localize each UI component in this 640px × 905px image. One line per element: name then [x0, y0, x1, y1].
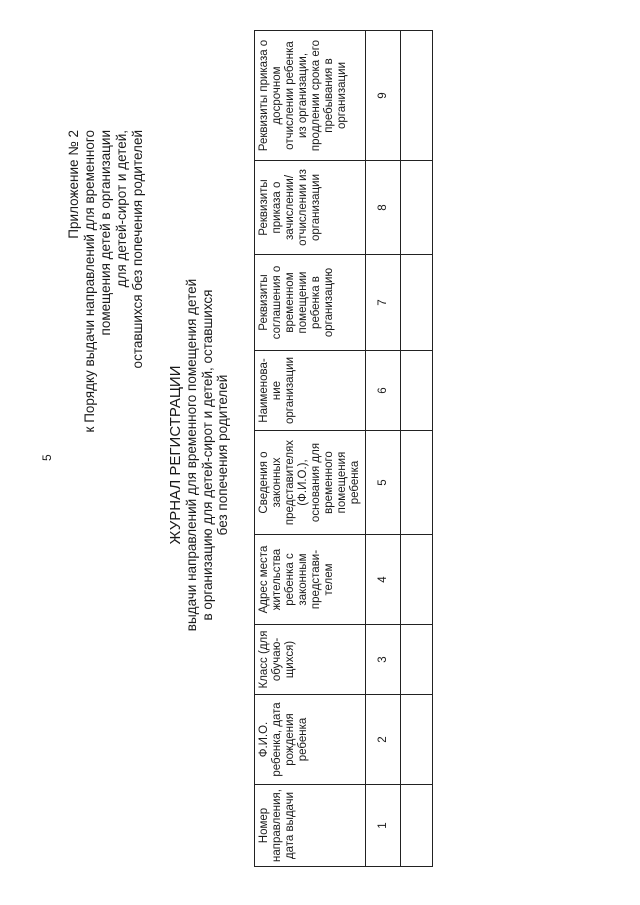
journal-subtitle-line: выдачи направлений для временного помещения детей [184, 278, 199, 632]
header-cell: Класс (для обучаю-щихся) [255, 625, 366, 695]
empty-cell [401, 535, 433, 625]
empty-cell [401, 31, 433, 161]
number-cell: 9 [366, 31, 401, 161]
empty-cell [401, 161, 433, 255]
number-cell: 6 [366, 351, 401, 431]
journal-subtitle [184, 155, 231, 755]
number-cell: 7 [366, 255, 401, 351]
empty-cell [401, 695, 433, 785]
empty-cell [401, 431, 433, 535]
table-header-row [255, 31, 366, 867]
empty-cell [401, 785, 433, 867]
table-empty-row [401, 31, 433, 867]
header-cell: Адрес места жительства ребенка с законным представи-телем [255, 535, 366, 625]
page-number: 5 [40, 454, 54, 461]
header-cell: Наименова-ние организации [255, 351, 366, 431]
empty-cell [401, 625, 433, 695]
number-cell: 4 [366, 535, 401, 625]
header-cell: Ф.И.О. ребенка, дата рождения ребенка [255, 695, 366, 785]
journal-title: ЖУРНАЛ РЕГИСТРАЦИИ [167, 365, 184, 545]
appendix-line: помещения детей в организации [98, 130, 113, 336]
appendix-line: к Порядку выдачи направлений для временного [82, 130, 97, 433]
registration-table [254, 30, 433, 867]
empty-cell [401, 351, 433, 431]
empty-cell [401, 255, 433, 351]
header-cell: Сведения о законных представителях (Ф.И.О.), основания для временного помещения ребенка [255, 431, 366, 535]
header-cell: Реквизиты приказа о зачислении/ отчислении из организации [255, 161, 366, 255]
header-cell: Реквизиты приказа о досрочном отчислении ребенка из организации, продлении срока его пребывания в организации [255, 31, 366, 161]
number-cell: 5 [366, 431, 401, 535]
number-cell: 8 [366, 161, 401, 255]
table-number-row [366, 31, 401, 867]
number-cell: 2 [366, 695, 401, 785]
appendix-block [66, 130, 146, 490]
number-cell: 1 [366, 785, 401, 867]
appendix-line: оставшихся без попечения родителей [130, 130, 145, 369]
header-cell: Номер направления, дата выдачи [255, 785, 366, 867]
journal-subtitle-line: без попечения родителей [215, 374, 230, 536]
header-cell: Реквизиты соглашения о временном помещении ребенка в организацию [255, 255, 366, 351]
appendix-line: для детей-сирот и детей, [114, 130, 129, 288]
number-cell: 3 [366, 625, 401, 695]
journal-subtitle-line: в организацию для детей-сирот и детей, оставшихся [199, 289, 215, 621]
appendix-line: Приложение № 2 [66, 130, 81, 239]
